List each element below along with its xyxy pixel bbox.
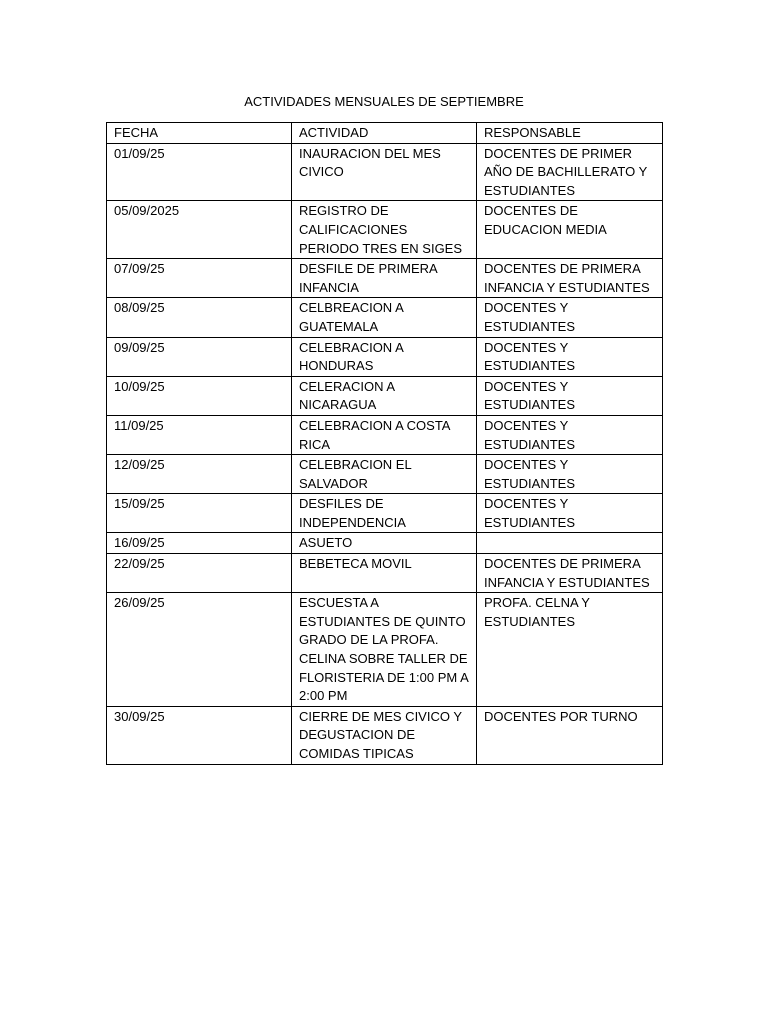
- cell-responsable: DOCENTES Y ESTUDIANTES: [477, 455, 663, 494]
- cell-actividad: REGISTRO DE CALIFICACIONES PERIODO TRES EN SIGES: [292, 201, 477, 259]
- cell-responsable: DOCENTES DE PRIMER AÑO DE BACHILLERATO Y ESTUDIANTES: [477, 143, 663, 201]
- cell-actividad: CELERACION A NICARAGUA: [292, 376, 477, 415]
- cell-responsable: DOCENTES Y ESTUDIANTES: [477, 415, 663, 454]
- activities-table: [106, 122, 663, 765]
- page-title: ACTIVIDADES MENSUALES DE SEPTIEMBRE: [244, 94, 524, 109]
- cell-responsable: DOCENTES POR TURNO: [477, 706, 663, 764]
- table-row: [107, 533, 663, 554]
- cell-actividad: CIERRE DE MES CIVICO Y DEGUSTACION DE COMIDAS TIPICAS: [292, 706, 477, 764]
- cell-actividad: CELEBRACION A HONDURAS: [292, 337, 477, 376]
- cell-fecha: 12/09/25: [107, 455, 292, 494]
- table-row: [107, 455, 663, 494]
- cell-actividad: ESCUESTA A ESTUDIANTES DE QUINTO GRADO DE LA PROFA. CELINA SOBRE TALLER DE FLORISTERIA DE 1:00 PM A 2:00 PM: [292, 593, 477, 707]
- header-responsable: RESPONSABLE: [477, 123, 663, 144]
- table-row: [107, 143, 663, 201]
- cell-responsable: PROFA. CELNA Y ESTUDIANTES: [477, 593, 663, 707]
- cell-fecha: 30/09/25: [107, 706, 292, 764]
- cell-fecha: 16/09/25: [107, 533, 292, 554]
- cell-fecha: 10/09/25: [107, 376, 292, 415]
- table-row: [107, 298, 663, 337]
- cell-fecha: 26/09/25: [107, 593, 292, 707]
- cell-actividad: DESFILES DE INDEPENDENCIA: [292, 494, 477, 533]
- header-fecha: FECHA: [107, 123, 292, 144]
- table-row: [107, 415, 663, 454]
- cell-responsable: DOCENTES Y ESTUDIANTES: [477, 494, 663, 533]
- table-row: [107, 706, 663, 764]
- table-header-row: [107, 123, 663, 144]
- table-row: [107, 337, 663, 376]
- cell-fecha: 22/09/25: [107, 554, 292, 593]
- cell-fecha: 08/09/25: [107, 298, 292, 337]
- cell-responsable: DOCENTES DE PRIMERA INFANCIA Y ESTUDIANTES: [477, 554, 663, 593]
- cell-responsable: DOCENTES DE PRIMERA INFANCIA Y ESTUDIANTES: [477, 259, 663, 298]
- cell-fecha: 15/09/25: [107, 494, 292, 533]
- cell-actividad: CELBREACION A GUATEMALA: [292, 298, 477, 337]
- cell-actividad: DESFILE DE PRIMERA INFANCIA: [292, 259, 477, 298]
- cell-actividad: CELEBRACION A COSTA RICA: [292, 415, 477, 454]
- cell-responsable: DOCENTES Y ESTUDIANTES: [477, 298, 663, 337]
- cell-responsable: DOCENTES Y ESTUDIANTES: [477, 376, 663, 415]
- cell-responsable: [477, 533, 663, 554]
- cell-actividad: CELEBRACION EL SALVADOR: [292, 455, 477, 494]
- cell-fecha: 01/09/25: [107, 143, 292, 201]
- table-row: [107, 593, 663, 707]
- table-row: [107, 376, 663, 415]
- table-row: [107, 259, 663, 298]
- cell-actividad: ASUETO: [292, 533, 477, 554]
- header-actividad: ACTIVIDAD: [292, 123, 477, 144]
- table-row: [107, 494, 663, 533]
- cell-actividad: INAURACION DEL MES CIVICO: [292, 143, 477, 201]
- cell-responsable: DOCENTES Y ESTUDIANTES: [477, 337, 663, 376]
- cell-fecha: 09/09/25: [107, 337, 292, 376]
- table-row: [107, 554, 663, 593]
- cell-fecha: 07/09/25: [107, 259, 292, 298]
- cell-actividad: BEBETECA MOVIL: [292, 554, 477, 593]
- cell-fecha: 05/09/2025: [107, 201, 292, 259]
- cell-fecha: 11/09/25: [107, 415, 292, 454]
- cell-responsable: DOCENTES DE EDUCACION MEDIA: [477, 201, 663, 259]
- table-row: [107, 201, 663, 259]
